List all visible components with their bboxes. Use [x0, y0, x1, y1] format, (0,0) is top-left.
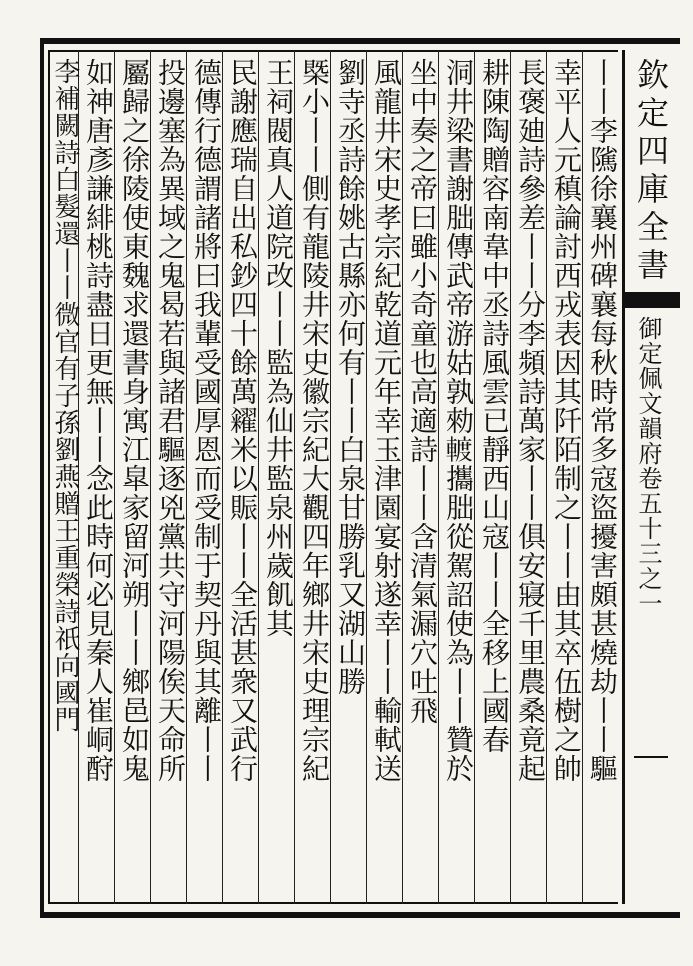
- text-column-2: 幸平人元稹論討西戎表因其阡陌制之丨丨由其卒伍樹之帥: [550, 58, 583, 783]
- text-column-5: 洞井梁書謝朏傳武帝游姑孰勑𨍏攜朏從駕詔使為丨丨贊於: [442, 58, 475, 783]
- text-column-9: 槩小丨丨側有龍陵井宋史徽宗紀大觀四年鄉井宋史理宗紀: [298, 58, 331, 783]
- book-title: 欽定四庫全書: [632, 58, 670, 286]
- chapter-title: 御定佩文韻府卷五十三之一: [634, 316, 662, 616]
- text-column-16: 李補闕詩白髮還丨丨微官有子孫劉燕贈王重榮詩祇向國門: [50, 58, 80, 733]
- text-column-13: 投邊塞為異域之鬼曷若與諸君驅逐兇黨共守河陽俟天命所: [154, 58, 187, 783]
- text-column-11: 民謝應瑞自出私鈔四十餘萬糴米以賑丨丨全活甚衆又武行: [226, 58, 259, 783]
- folio-mark: [622, 746, 680, 772]
- text-column-10: 王祠閥真人道院改丨丨監為仙井監泉州歲飢其: [262, 58, 295, 638]
- fish-tail-mark: [622, 292, 680, 308]
- text-column-4: 耕陳陶贈容南韋中丞詩風雲已靜西山寇丨丨全移上國春: [478, 58, 511, 754]
- text-column-1: 丨丨李隲徐襄州碑襄每秋時常多寇盜擾害頗甚燒劫丨丨驅: [586, 58, 619, 783]
- text-column-7: 風龍井宋史孝宗紀乾道元年幸玉津園宴射遂幸丨丨輸軾送: [370, 58, 403, 783]
- text-column-8: 劉寺丞詩餘姚古縣亦何有丨丨白泉甘勝乳又湖山勝: [334, 58, 367, 696]
- text-column-12: 德傳行德謂諸將曰我輩受國厚恩而受制于契丹與其離丨丨: [190, 58, 223, 783]
- text-column-15: 如神唐彥謙緋桃詩盡日更無丨丨念此時何必見秦人崔峒酧: [82, 58, 115, 783]
- text-column-3: 長褒廸詩參差丨丨分李頻詩萬家丨丨俱安寢千里農桑竟起: [514, 58, 547, 783]
- text-column-6: 坐中奏之帝曰雖小奇童也高適詩丨丨含清氣漏穴吐飛: [406, 58, 439, 725]
- text-column-14: 屬歸之徐陵使東魏求還書身寓江皐家留河朔丨丨鄉邑如鬼: [118, 58, 151, 783]
